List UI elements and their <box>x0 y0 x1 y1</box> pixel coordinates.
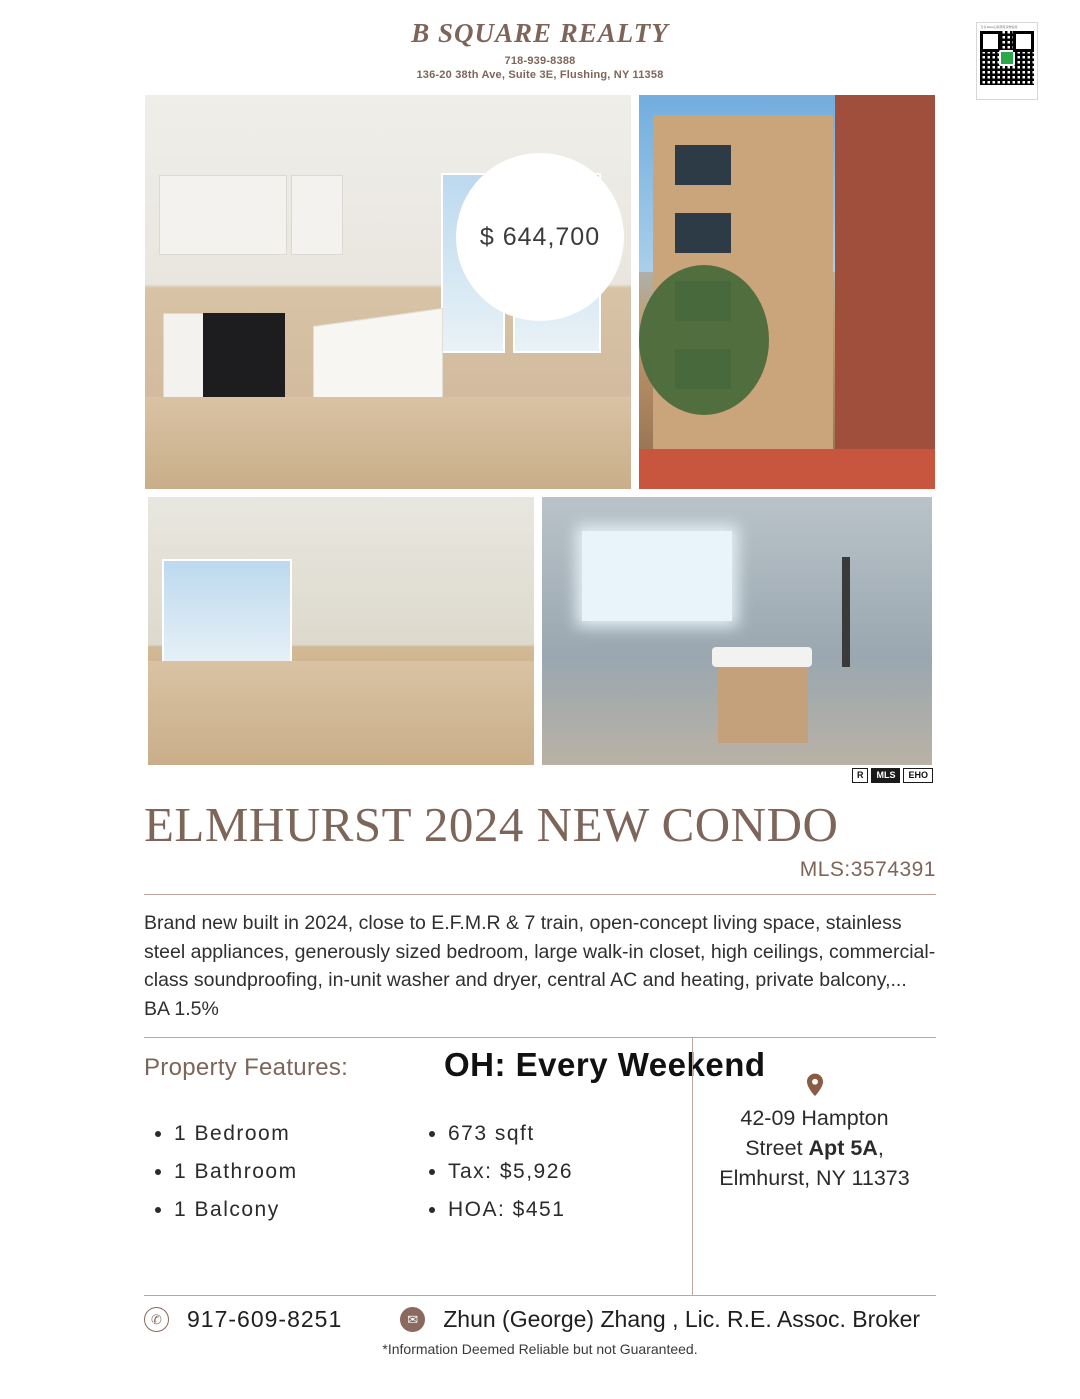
features-column-left <box>144 1122 418 1236</box>
building-exterior-photo <box>639 95 935 489</box>
list-item: • 673 sqft <box>448 1122 692 1146</box>
agent-phone[interactable]: 917-609-8251 <box>187 1306 343 1333</box>
bathroom-photo <box>542 497 932 765</box>
mls-number: MLS:3574391 <box>799 858 936 882</box>
address-line-2-prefix: Street <box>745 1135 809 1160</box>
list-item: • 1 Bathroom <box>174 1160 418 1184</box>
mls-logo-icon: MLS <box>871 768 900 783</box>
address-panel <box>692 1038 936 1295</box>
affiliation-logos <box>849 766 936 785</box>
brand-name: B SQUARE REALTY <box>411 18 669 48</box>
features-column-right <box>418 1122 692 1236</box>
page-title: ELMHURST 2024 NEW CONDO <box>144 797 839 852</box>
price-badge: $ 644,700 <box>456 153 624 321</box>
features-section <box>144 1037 936 1295</box>
features-columns <box>144 1122 692 1236</box>
open-house-banner: OH: Every Weekend <box>444 1046 766 1084</box>
listing-title-block <box>144 799 936 882</box>
agent-name: Zhun (George) Zhang , Lic. R.E. Assoc. Broker <box>443 1306 921 1333</box>
phone-icon: ✆ <box>144 1307 169 1332</box>
features-left <box>144 1038 766 1295</box>
contact-footer <box>144 1306 936 1333</box>
qr-code-icon <box>980 31 1034 85</box>
photo-row-bottom <box>0 497 1080 765</box>
address-apt: Apt 5A <box>808 1135 878 1160</box>
property-address <box>693 1104 936 1193</box>
list-item: • HOA: $451 <box>448 1198 692 1222</box>
list-item: • 1 Balcony <box>174 1198 418 1222</box>
brand-phone: 718-939-8388 <box>504 55 576 67</box>
flyer-header <box>0 0 1080 81</box>
brand-address: 136-20 38th Ave, Suite 3E, Flushing, NY 11358 <box>416 69 664 81</box>
qr-center-logo <box>999 50 1015 66</box>
photo-gallery <box>0 95 1080 780</box>
list-item: • Tax: $5,926 <box>448 1160 692 1184</box>
qr-code-block[interactable] <box>976 22 1038 100</box>
features-heading: Property Features: <box>144 1054 349 1082</box>
email-icon: ✉ <box>400 1307 425 1332</box>
bedroom-photo <box>148 497 534 765</box>
address-line-1: 42-09 Hampton <box>740 1106 889 1131</box>
divider-footer <box>144 1295 936 1296</box>
disclaimer-text: *Information Deemed Reliable but not Guaranteed. <box>382 1341 698 1358</box>
address-line-2-suffix: , <box>877 1135 884 1160</box>
qr-caption: 飞书 Docs扫码预览房源信息 <box>980 25 1018 29</box>
map-pin-icon <box>802 1072 828 1098</box>
equal-housing-logo-icon: EHO <box>903 768 933 783</box>
divider-title <box>144 894 936 895</box>
realtor-logo-icon: R <box>852 768 869 783</box>
address-line-3: Elmhurst, NY 11373 <box>719 1165 910 1190</box>
list-item: • 1 Bedroom <box>174 1122 418 1146</box>
listing-description: Brand new built in 2024, close to E.F.M.R & 7 train, open-concept living space, stainless steel appliances, generously sized bedroom, large walk-in closet, high ceilings, commercial-class soundproofing, in-unit washer and dryer, central AC and heating, private balcony,... BA 1.5% <box>144 912 936 1020</box>
